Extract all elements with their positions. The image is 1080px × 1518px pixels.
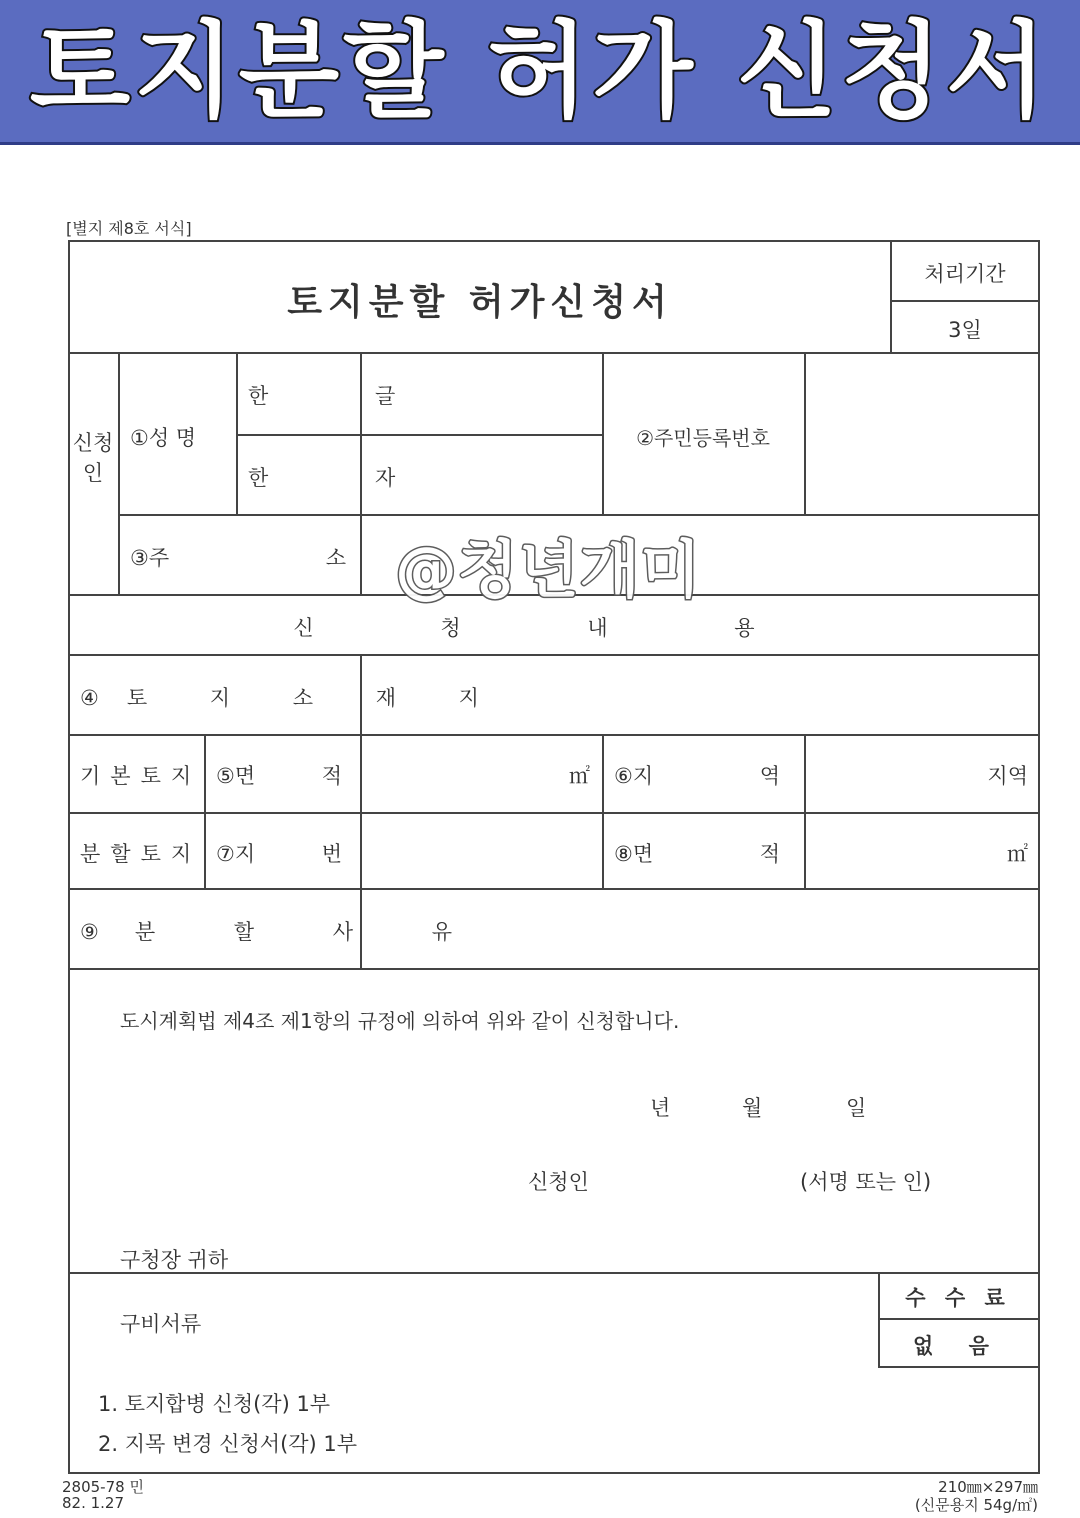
frame-left <box>68 240 70 1472</box>
footer-paper: (신문용지 54g/㎡) <box>914 1496 1038 1514</box>
processing-value: 3일 <box>948 318 982 342</box>
sign-note: (서명 또는 인) <box>800 1170 932 1194</box>
split-land-label: 분할토지 <box>80 842 202 866</box>
frame-right <box>1038 240 1040 1472</box>
land-sub-col <box>204 734 206 888</box>
row-line-8 <box>68 1272 1040 1274</box>
footer-size: 210㎜×297㎜ <box>938 1478 1038 1496</box>
addressee: 구청장 귀하 <box>120 1248 229 1272</box>
processing-split <box>890 300 1040 302</box>
resident-no-label: ②주민등록번호 <box>636 426 770 450</box>
area-label-2: ⑧면 적 <box>614 842 781 866</box>
frame-top <box>68 240 1040 242</box>
row-line-1 <box>68 352 1040 354</box>
banner-title: 토지분할 허가 신청서 <box>29 10 1051 132</box>
name-row-split <box>236 434 602 436</box>
date-day: 일 <box>846 1096 867 1120</box>
date-year: 년 <box>650 1096 671 1120</box>
row-line-4 <box>68 734 1040 736</box>
row-line-3 <box>68 654 1040 656</box>
lot-label: ⑦지 번 <box>216 842 343 866</box>
zone-label: ⑥지 역 <box>614 764 781 788</box>
area-label-1: ⑤면 적 <box>216 764 343 788</box>
address-label: ③주 소 <box>130 546 347 570</box>
fee-bottom <box>878 1366 1040 1368</box>
applicant-col-divider <box>118 352 120 594</box>
land-location-label: ④토 지 소 재 지 <box>80 686 507 710</box>
statement: 도시계획법 제4조 제1항의 규정에 의하여 위와 같이 신청합니다. <box>120 1009 680 1033</box>
frame-bottom <box>68 1472 1040 1474</box>
hangul-label: 한 글 <box>248 384 446 408</box>
base-land-label: 기본토지 <box>80 764 202 788</box>
footer-code: 2805-78 민 <box>62 1478 144 1496</box>
reason-label: ⑨분 할 사 유 <box>80 920 488 944</box>
watermark: @청년개미 <box>395 533 702 606</box>
title-banner <box>0 0 1080 145</box>
area-unit-2: ㎡ <box>1007 842 1028 866</box>
zone-col-left <box>602 734 604 888</box>
section-header: 신 청 내 용 <box>293 616 815 640</box>
resident-col-right <box>804 352 806 514</box>
zone-suffix: 지역 <box>987 764 1028 788</box>
applicant-group-label: 신청인 <box>72 431 114 485</box>
fee-value: 없 음 <box>913 1334 1003 1358</box>
name-label: ①성 명 <box>130 426 197 450</box>
date-month: 월 <box>742 1096 763 1120</box>
row-line-6 <box>68 888 1040 890</box>
footer-date: 82. 1.27 <box>62 1494 125 1512</box>
document-item-1: 1. 토지합병 신청(각) 1부 <box>98 1392 331 1416</box>
row-line-address <box>118 514 1040 516</box>
fee-split <box>878 1318 1040 1320</box>
form-title: 토지분할 허가신청서 <box>287 282 673 323</box>
name-col-divider <box>236 352 238 514</box>
row-line-7 <box>68 968 1040 970</box>
document-item-2: 2. 지목 변경 신청서(각) 1부 <box>98 1432 358 1456</box>
documents-label: 구비서류 <box>120 1312 202 1336</box>
row-line-5 <box>68 812 1040 814</box>
hanja-label: 한 자 <box>248 466 446 490</box>
value-col-divider <box>360 352 362 594</box>
fee-label: 수 수 료 <box>905 1286 1011 1310</box>
applicant-sign-label: 신청인 <box>528 1170 589 1194</box>
processing-label: 처리기간 <box>924 262 1006 286</box>
area-unit-1: ㎡ <box>569 764 590 788</box>
form-number: [별지 제8호 서식] <box>66 219 192 238</box>
